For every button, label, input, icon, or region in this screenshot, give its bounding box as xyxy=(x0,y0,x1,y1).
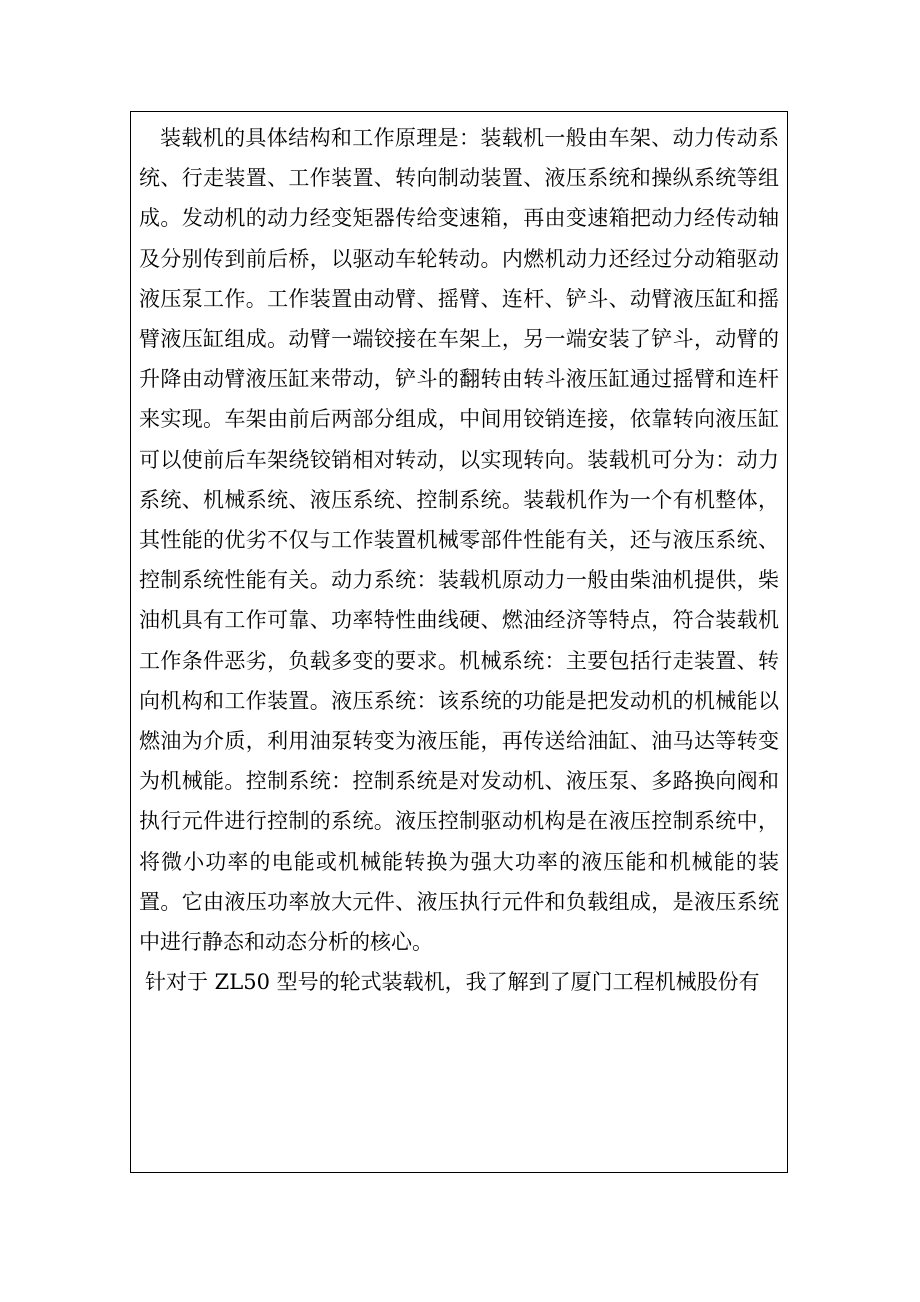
document-frame xyxy=(130,111,788,1173)
paragraph-structure-principle: 装载机的具体结构和工作原理是：装载机一般由车架、动力传动系统、行走装置、工作装置、转向制动装置、液压系统和操纵系统等组成。发动机的动力经变矩器传给变速箱，再由变速箱把动力经传动轴及分别传到前后桥，以驱动车轮转动。内燃机动力还经过分动箱驱动液压泵工作。工作装置由动臂、摇臂、连杆、铲斗、动臂液压缸和摇臂液压缸组成。动臂一端铰接在车架上，另一端安装了铲斗，动臂的升降由动臂液压缸来带动，铲斗的翻转由转斗液压缸通过摇臂和连杆来实现。车架由前后两部分组成，中间用铰销连接，依靠转向液压缸可以使前后车架绕铰销相对转动，以实现转向。装载机可分为：动力系统、机械系统、液压系统、控制系统。装载机作为一个有机整体，其性能的优劣不仅与工作装置机械零部件性能有关，还与液压系统、控制系统性能有关。动力系统：装载机原动力一般由柴油机提供，柴油机具有工作可靠、功率特性曲线硬、燃油经济等特点，符合装载机工作条件恶劣，负载多变的要求。机械系统：主要包括行走装置、转向机构和工作装置。液压系统：该系统的功能是把发动机的机械能以燃油为介质，利用油泵转变为液压能，再传送给油缸、油马达等转变为机械能。控制系统：控制系统是对发动机、液压泵、多路换向阀和执行元件进行控制的系统。液压控制驱动机构是在液压控制系统中，将微小功率的电能或机械能转换为强大功率的液压能和机械能的装置。它由液压功率放大元件、液压执行元件和负载组成，是液压系统中进行静态和动态分析的核心。 xyxy=(139,126,779,955)
document-body xyxy=(139,118,779,1002)
paragraph-zl50-intro: 针对于 ZL50 型号的轮式装载机，我了解到了厦门工程机械股份有 xyxy=(145,970,760,995)
